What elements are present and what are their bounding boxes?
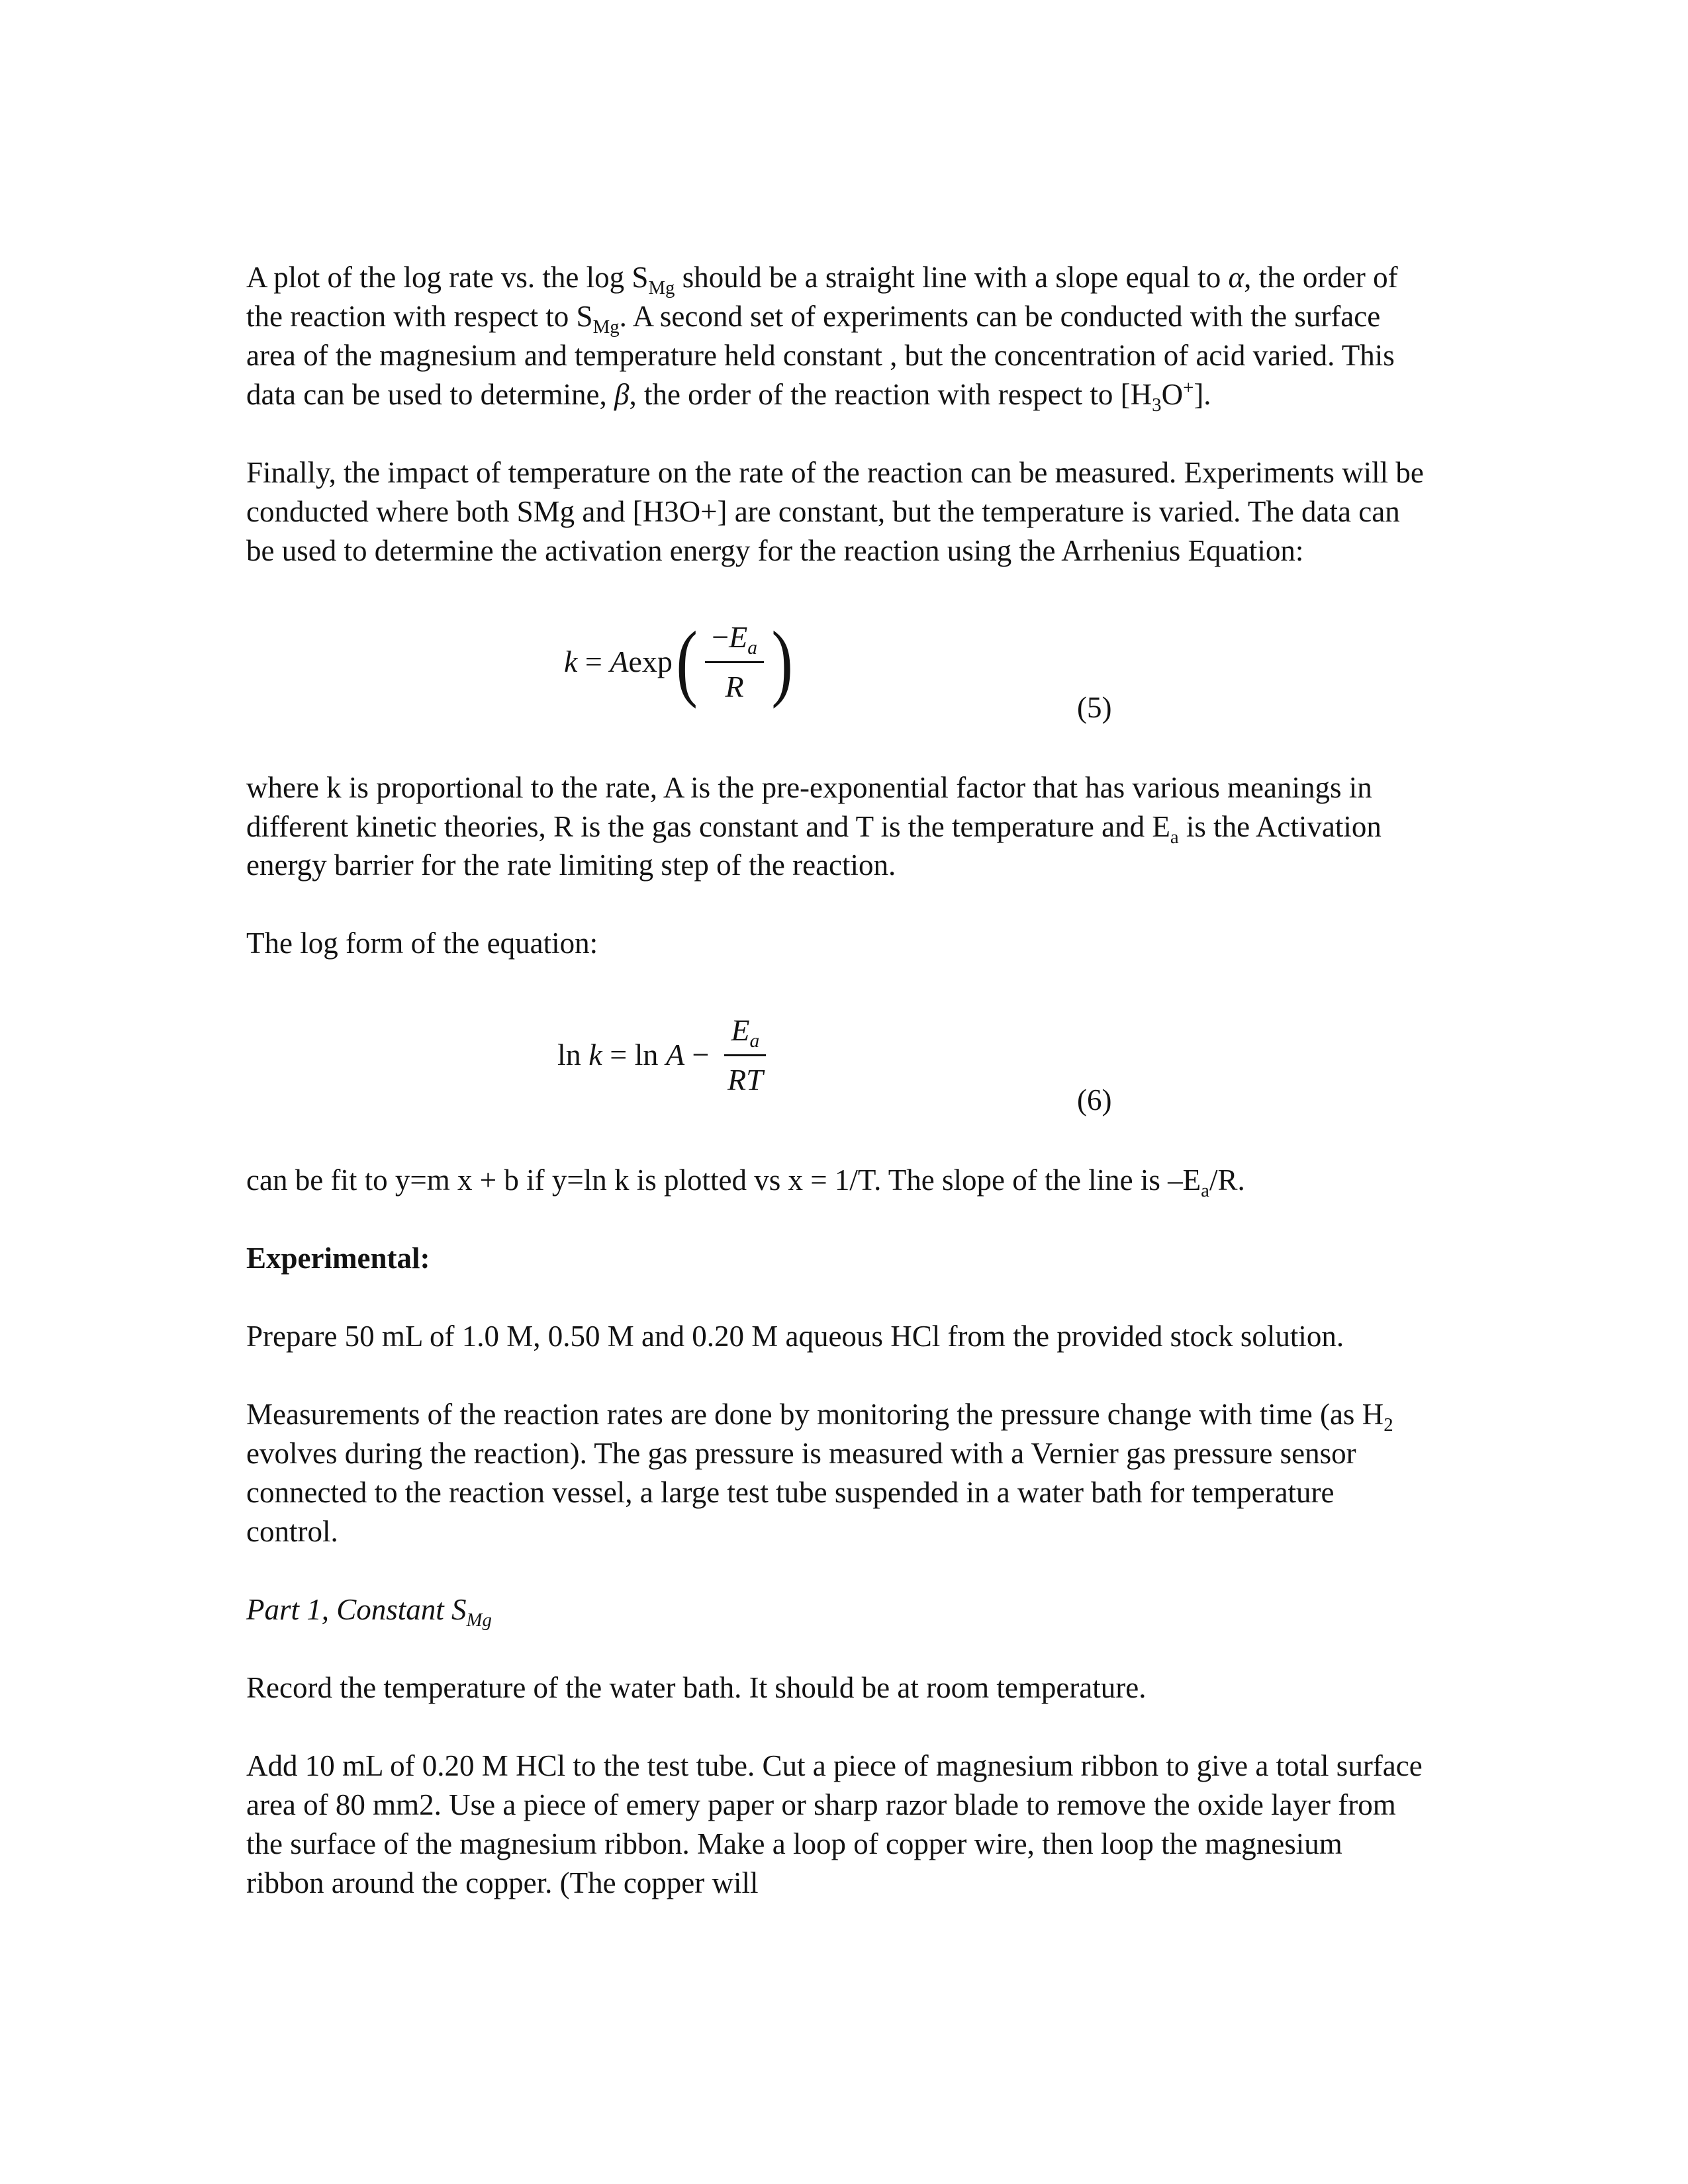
equation-6-fraction — [721, 1011, 770, 1101]
open-paren: ( — [676, 614, 698, 710]
equation-5-fraction — [705, 617, 764, 707]
equation-5-denominator: R — [725, 670, 744, 704]
equation-6-formula — [557, 1011, 774, 1101]
paragraph-prepare-hcl: Prepare 50 mL of 1.0 M, 0.50 M and 0.20 M aqueous HCl from the provided stock solution. — [246, 1320, 1344, 1353]
close-paren: ) — [771, 614, 793, 710]
equation-5-numerator: $-E_a$ — [705, 617, 764, 663]
equation-5-number: (5) — [1077, 690, 1112, 724]
paragraph-line-fit: can be fit to y=m x + b if y=ln k is plotted vs x = 1/T. The slope of the line is $-E_a/R$. — [246, 1163, 1245, 1202]
equation-6-number: (6) — [1077, 1083, 1112, 1117]
subsection-heading-part1: Part 1, Constant $S_{Mg}$ — [246, 1592, 492, 1631]
paragraph-log-rate-plot: A plot of the log rate vs. the $\log S_{Mg}$ should be a straight line with a slope equal to α, the order of the reaction with respect to $S_{Mg}$. A second set of experiments can be conducted with the surface area of the magnesium and temperature held constant , but the concentration of acid varied. This data can be used to determine, β, the order of the reaction with respect to $[H_3O^+]$. — [246, 261, 1398, 416]
equation-6 — [246, 1002, 1427, 1117]
equation-6-numerator: $E_a$ — [724, 1011, 766, 1056]
paragraph-temperature-impact: Finally, the impact of temperature on the rate of the reaction can be measured. Experiments will be conducted where both SMg and [H3O+] are constant, but the temperature is varied. The data can be used to determine the activation energy for the reaction using the Arrhenius Equation: — [246, 455, 1424, 567]
paragraph-add-hcl: Add 10 mL of 0.20 M HCl to the test tube. Cut a piece of magnesium ribbon to give a total surface area of 80 mm2. Use a piece of emery paper or sharp razor blade to remove the oxide layer from the surface of the magnesium ribbon. Make a loop of copper wire, then loop the magnesium ribbon around the copper. (The copper will — [246, 1749, 1423, 1899]
equation-6-denominator: RT — [727, 1062, 763, 1097]
paragraph-record-temperature: Record the temperature of the water bath. It should be at room temperature. — [246, 1670, 1147, 1704]
equation-5-lhs: k = Aexp — [564, 645, 673, 679]
section-heading-experimental: Experimental: — [246, 1242, 430, 1275]
paragraph-log-form-intro: The log form of the equation: — [246, 927, 598, 960]
paragraph-measurements: Measurements of the reaction rates are done by monitoring the pressure change with time (as $H_2$ evolves during the reaction). The gas pressure is measured with a Vernier gas pressure sensor connected to the reaction vessel, a large test tube suspended in a water bath for temperature control. — [246, 1398, 1393, 1548]
equation-5-formula — [564, 614, 796, 710]
equation-5 — [246, 610, 1427, 724]
equation-6-lhs: ln k = ln A − — [557, 1038, 717, 1072]
paragraph-arrhenius-terms: where k is proportional to the rate, A is the pre-exponential factor that has various meanings in different kinetic theories, R is the gas constant and T is the temperature and $E_a$ is the Activation energy barrier for the rate limiting step of the reaction. — [246, 770, 1382, 882]
